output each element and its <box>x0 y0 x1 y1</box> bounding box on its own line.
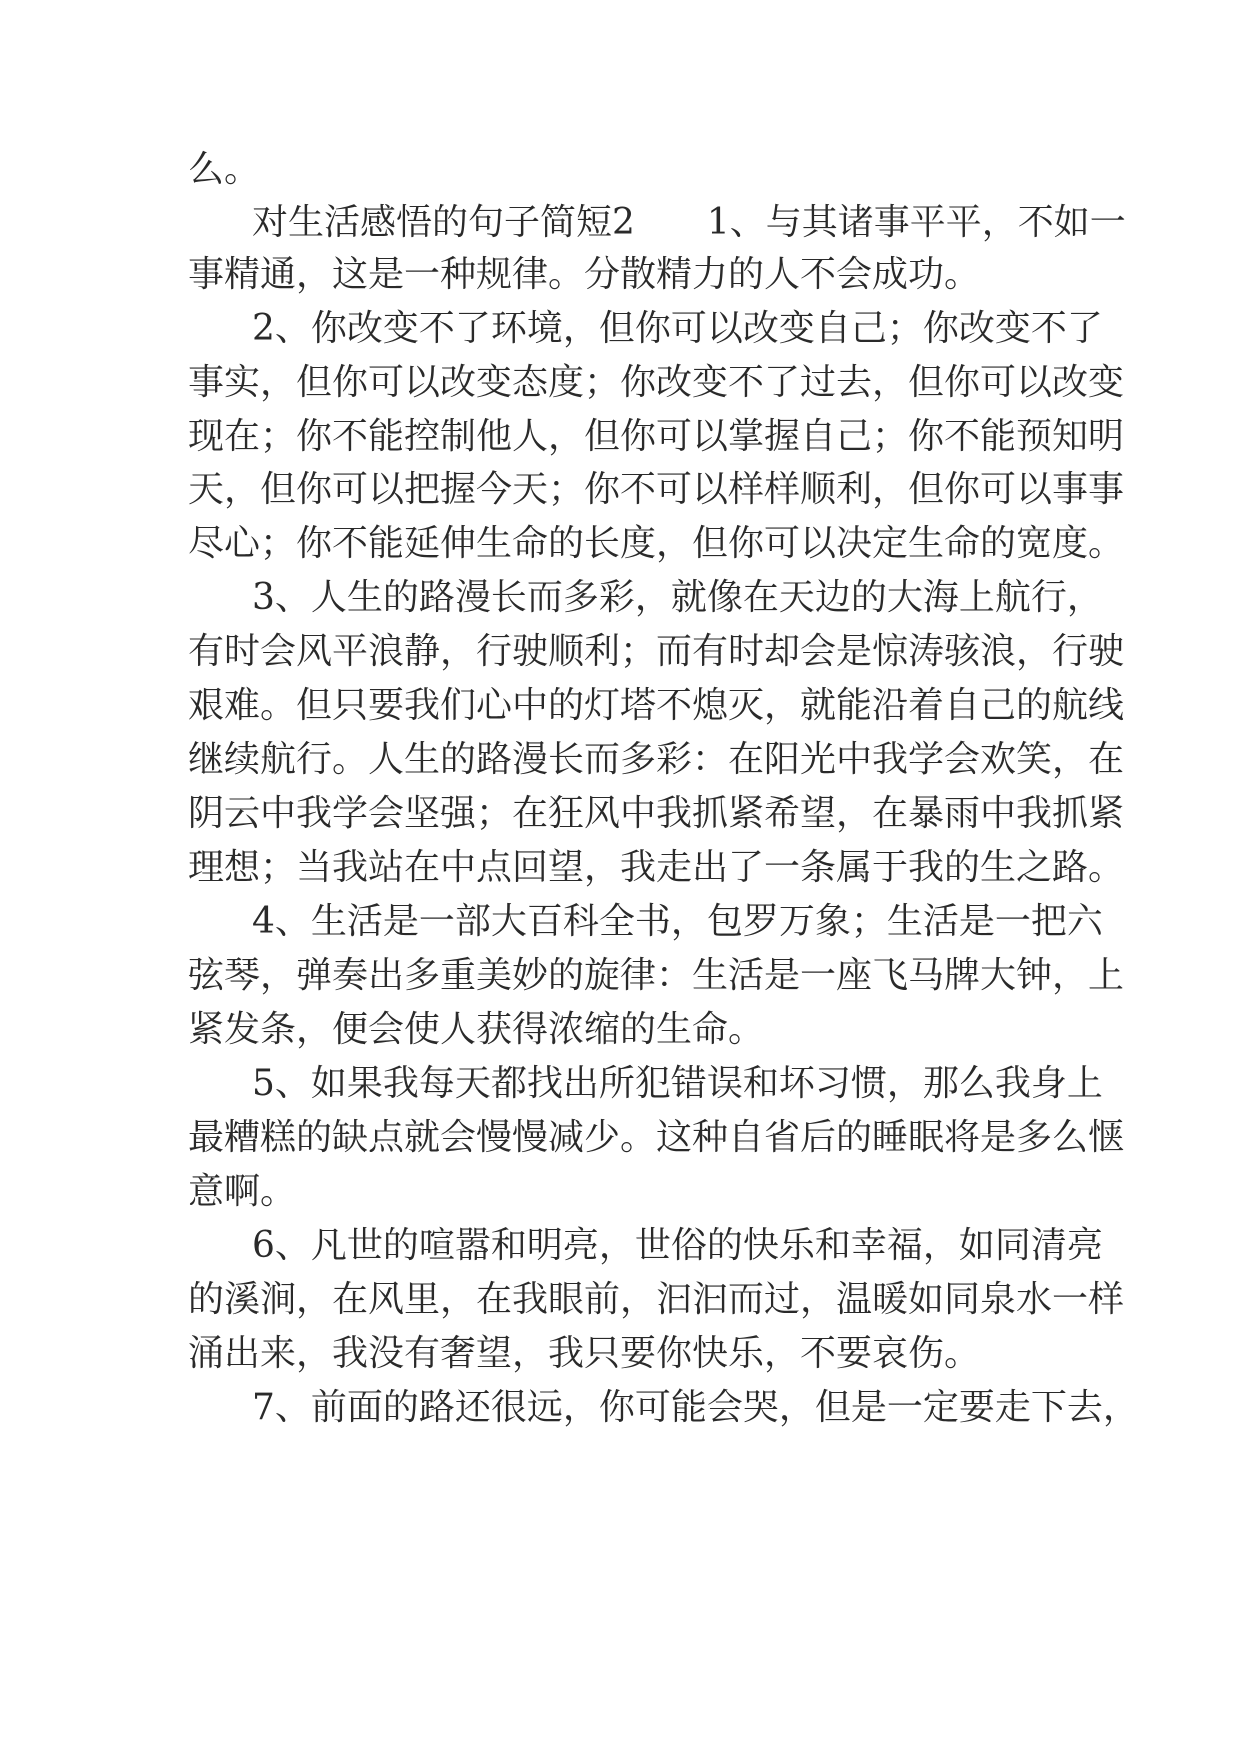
text-line: 紧发条，便会使人获得浓缩的生命。 <box>188 1009 765 1050</box>
text-line: 天，但你可以把握今天；你不可以样样顺利，但你可以事事 <box>188 469 1125 510</box>
paragraph-line: 2、你改变不了环境，但你可以改变自己；你改变不了 <box>252 308 1103 349</box>
text-line: 事实，但你可以改变态度；你改变不了过去，但你可以改变 <box>188 362 1125 403</box>
text-line: 涌出来，我没有奢望，我只要你快乐，不要哀伤。 <box>188 1333 981 1374</box>
text-line: 艰难。但只要我们心中的灯塔不熄灭，就能沿着自己的航线 <box>188 685 1125 726</box>
text-line: 弦琴，弹奏出多重美妙的旋律：生活是一座飞马牌大钟，上 <box>188 955 1125 996</box>
text-line: 阴云中我学会坚强；在狂风中我抓紧希望，在暴雨中我抓紧 <box>188 793 1125 834</box>
text-line: 有时会风平浪静，行驶顺利；而有时却会是惊涛骇浪，行驶 <box>188 631 1125 672</box>
text-line: 么。 <box>188 149 261 190</box>
text-line: 现在；你不能控制他人，但你可以掌握自己；你不能预知明 <box>188 416 1125 457</box>
text-line: 意啊。 <box>188 1171 297 1212</box>
paragraph-line: 5、如果我每天都找出所犯错误和坏习惯，那么我身上 <box>252 1063 1103 1104</box>
text-line: 事精通，这是一种规律。分散精力的人不会成功。 <box>188 254 981 295</box>
paragraph-line: 4、生活是一部大百科全书，包罗万象；生活是一把六 <box>252 901 1103 942</box>
text-line: 最糟糕的缺点就会慢慢减少。这种自省后的睡眠将是多么惬 <box>188 1117 1125 1158</box>
paragraph-line: 3、人生的路漫长而多彩，就像在天边的大海上航行， <box>252 577 1103 618</box>
text-line: 继续航行。人生的路漫长而多彩：在阳光中我学会欢笑，在 <box>188 739 1125 780</box>
text-line: 的溪涧，在风里，在我眼前，汩汩而过，温暖如同泉水一样 <box>188 1279 1125 1320</box>
paragraph-heading-line: 对生活感悟的句子简短2 1、与其诸事平平，不如一 <box>252 202 1126 243</box>
text-line: 尽心；你不能延伸生命的长度，但你可以决定生命的宽度。 <box>188 523 1125 564</box>
text-line: 理想；当我站在中点回望，我走出了一条属于我的生之路。 <box>188 847 1125 888</box>
paragraph-line: 7、前面的路还很远，你可能会哭，但是一定要走下去， <box>252 1387 1139 1428</box>
paragraph-line: 6、凡世的喧嚣和明亮，世俗的快乐和幸福，如同清亮 <box>252 1225 1103 1266</box>
